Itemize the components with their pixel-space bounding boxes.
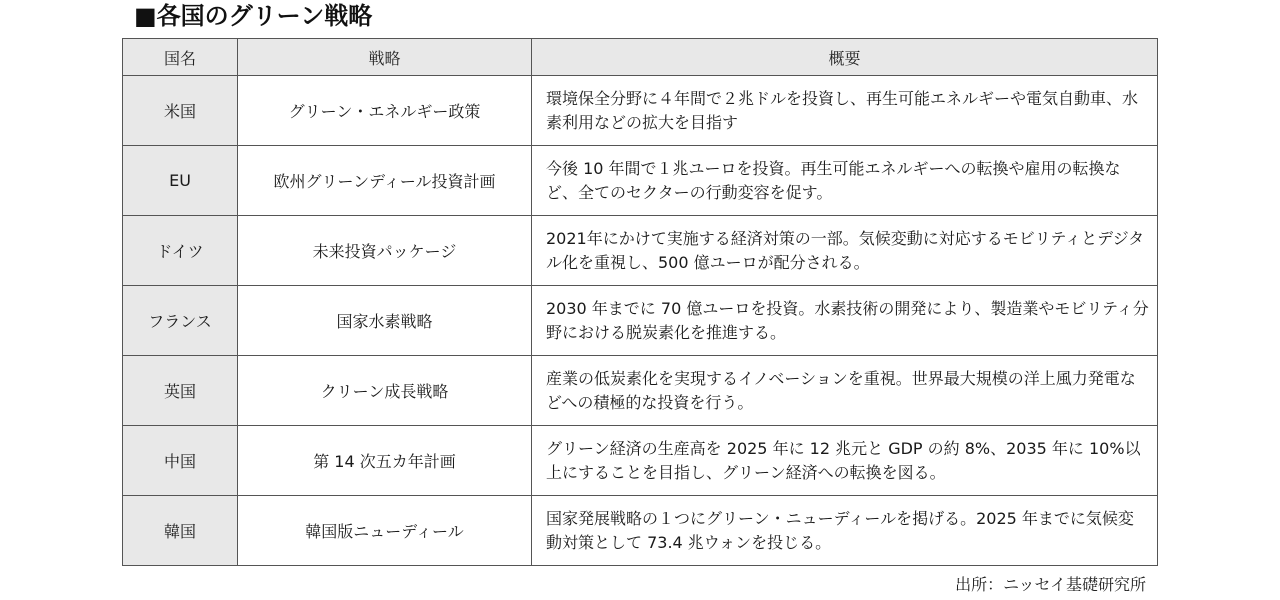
country-cell: EU xyxy=(123,146,238,216)
table-row xyxy=(123,496,1158,566)
summary-text: グリーン経済の生産高を 2025 年に 12 兆元と GDP の約 8%、2035 年に 10%以上にすることを目指し、グリーン経済への転換を図る。 xyxy=(546,438,1141,482)
summary-cell xyxy=(532,426,1158,496)
strategy-cell: 欧州グリーンディール投資計画 xyxy=(238,146,532,216)
source-note: 出所：ニッセイ基礎研究所 xyxy=(955,575,1146,594)
summary-text: 環境保全分野に４年間で２兆ドルを投資し、再生可能エネルギーや電気自動車、水素利用などの拡大を目指す xyxy=(546,88,1139,132)
page-title: ■各国のグリーン戦略 xyxy=(134,2,373,30)
strategy-cell: クリーン成長戦略 xyxy=(238,356,532,426)
table-row xyxy=(123,356,1158,426)
table-header-row xyxy=(123,39,1158,76)
summary-cell xyxy=(532,356,1158,426)
summary-text: 国家発展戦略の１つにグリーン・ニューディールを掲げる。2025 年までに気候変動対策として 73.4 兆ウォンを投じる。 xyxy=(546,508,1134,552)
strategy-cell: グリーン・エネルギー政策 xyxy=(238,76,532,146)
table-row xyxy=(123,426,1158,496)
summary-text: 今後 10 年間で１兆ユーロを投資。再生可能エネルギーへの転換や雇用の転換など、全てのセクターの行動変容を促す。 xyxy=(546,158,1121,202)
summary-cell xyxy=(532,496,1158,566)
header-country: 国名 xyxy=(123,39,238,76)
strategy-table xyxy=(122,38,1158,566)
country-cell: フランス xyxy=(123,286,238,356)
country-cell: 中国 xyxy=(123,426,238,496)
table-row xyxy=(123,76,1158,146)
header-strategy: 戦略 xyxy=(238,39,532,76)
summary-cell xyxy=(532,146,1158,216)
country-cell: 米国 xyxy=(123,76,238,146)
table-row xyxy=(123,286,1158,356)
country-cell: 英国 xyxy=(123,356,238,426)
summary-text: 産業の低炭素化を実現するイノベーションを重視。世界最大規模の洋上風力発電などへの積極的な投資を行う。 xyxy=(546,368,1136,412)
header-summary: 概要 xyxy=(532,39,1158,76)
strategy-cell: 第 14 次五カ年計画 xyxy=(238,426,532,496)
strategy-cell: 韓国版ニューディール xyxy=(238,496,532,566)
summary-cell xyxy=(532,286,1158,356)
table-row xyxy=(123,216,1158,286)
strategy-cell: 国家水素戦略 xyxy=(238,286,532,356)
summary-cell xyxy=(532,76,1158,146)
summary-text: 2030 年までに 70 億ユーロを投資。水素技術の開発により、製造業やモビリティ分野における脱炭素化を推進する。 xyxy=(546,298,1149,342)
strategy-cell: 未来投資パッケージ xyxy=(238,216,532,286)
country-cell: 韓国 xyxy=(123,496,238,566)
summary-cell xyxy=(532,216,1158,286)
table-row xyxy=(123,146,1158,216)
summary-text: 2021年にかけて実施する経済対策の一部。気候変動に対応するモビリティとデジタル化を重視し、500 億ユーロが配分される。 xyxy=(546,228,1145,272)
country-cell: ドイツ xyxy=(123,216,238,286)
